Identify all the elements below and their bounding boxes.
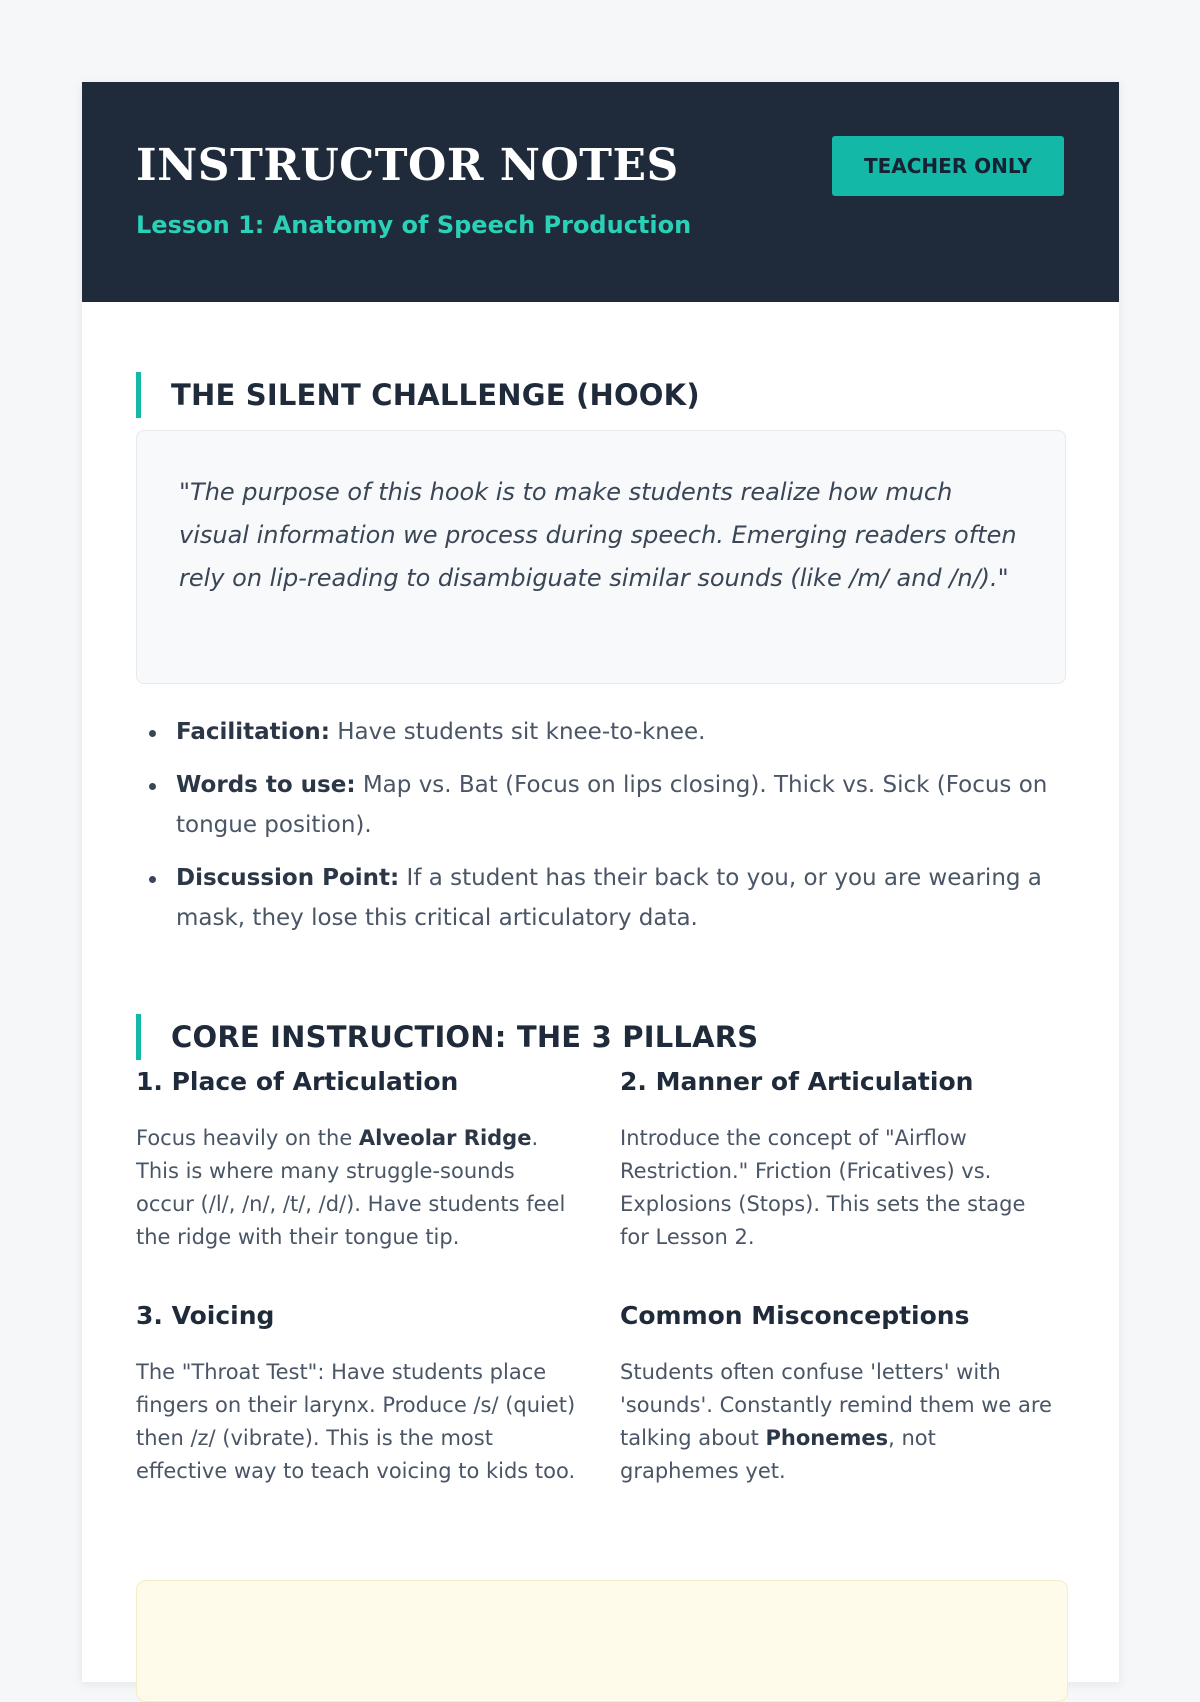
bullet-text: Have students sit knee-to-knee. (329, 719, 706, 745)
bullet-text: If a student has their back to you, or you are wearing a mask, they lose this critical articulatory data. (176, 865, 1042, 931)
hook-bullet-list (136, 712, 1076, 951)
pillar-title: 1. Place of Articulation (136, 1067, 459, 1096)
page-title: INSTRUCTOR NOTES (136, 140, 679, 191)
hook-quote: "The purpose of this hook is to make students realize how much visual information we process during speech. Emerging readers often rely on lip-reading to disambiguate similar sounds (like /m/ and /n/)." (136, 430, 1066, 684)
pillar-text: Introduce the concept of "Airflow Restriction." Friction (Fricatives) vs. Explosions (Stops). This sets the stage for Lesson 2. (620, 1126, 1026, 1249)
teacher-only-badge: TEACHER ONLY (832, 136, 1064, 196)
pillar-text: Focus heavily on the Alveolar Ridge. This is where many struggle-sounds occur (/l/, /n/, /t/, /d/). Have students feel the ridge with their tongue tip. (136, 1126, 566, 1249)
pillar-title: Common Misconceptions (620, 1301, 970, 1330)
pillar-common-misconceptions (620, 1300, 1060, 1488)
pillar-manner-of-articulation (620, 1066, 1060, 1254)
hook-section-heading: THE SILENT CHALLENGE (HOOK) (136, 372, 700, 418)
header-banner (82, 82, 1119, 302)
pillar-voicing (136, 1300, 576, 1488)
list-item (176, 712, 1076, 752)
highlight-note-box (136, 1580, 1068, 1702)
notes-card (82, 82, 1119, 1682)
lesson-subtitle: Lesson 1: Anatomy of Speech Production (136, 211, 692, 239)
bullet-text: Map vs. Bat (Focus on lips closing). Thick vs. Sick (Focus on tongue position). (176, 772, 1048, 838)
pillar-title: 3. Voicing (136, 1301, 275, 1330)
pillar-title: 2. Manner of Articulation (620, 1067, 974, 1096)
bullet-label: Facilitation: (176, 719, 330, 745)
bullet-label: Discussion Point: (176, 865, 400, 891)
list-item (176, 765, 1076, 845)
pillar-text: Students often confuse 'letters' with 'sounds'. Constantly remind them we are talking about Phonemes, not graphemes yet. (620, 1360, 1052, 1483)
bullet-label: Words to use: (176, 772, 356, 798)
pillar-text: The "Throat Test": Have students place fingers on their larynx. Produce /s/ (quiet) then /z/ (vibrate). This is the most effective way to teach voicing to kids too. (136, 1360, 576, 1483)
list-item (176, 858, 1076, 938)
pillar-place-of-articulation (136, 1066, 576, 1254)
core-section-heading: CORE INSTRUCTION: THE 3 PILLARS (136, 1014, 758, 1060)
